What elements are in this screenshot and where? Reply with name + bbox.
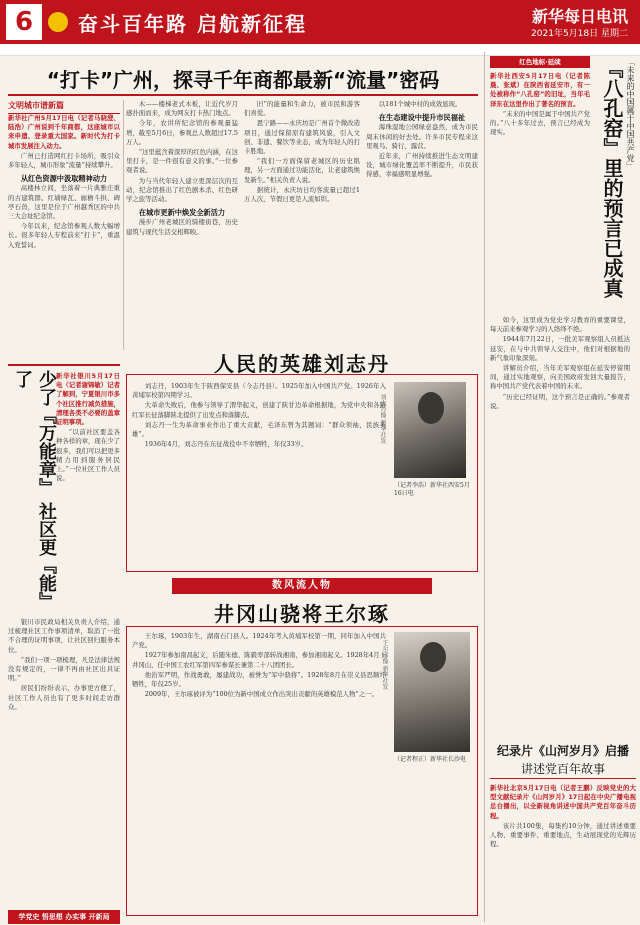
paragraph: 如今，这里成为党史学习教育的重要课堂，每天前来参观学习的人络绎不绝。 bbox=[490, 316, 630, 334]
paragraph: 1927年参加南昌起义，后随朱德、陈毅率部转战湘南，参加湘南起义。1928年4月上井冈山，任中国工农红军第四军参谋长兼第二十八团团长。 bbox=[132, 651, 386, 669]
paragraph: 1936年4月，刘志丹在东征战役中不幸牺牲，年仅33岁。 bbox=[144, 440, 308, 449]
paragraph: “我们一方面保留老城区的历史肌理，另一方面通过功能活化，让老建筑焕发新生。”相关负责人说。 bbox=[244, 157, 360, 184]
main-column-4 bbox=[366, 100, 478, 342]
byline: 新华社银川5月17日电（记者谢锦敏）记者了解到，宁夏银川市多个社区推行减负措施，清理各类不必要的盖章证明事项。 bbox=[56, 372, 120, 427]
section-banner: 数风流人物 bbox=[172, 578, 432, 594]
main-headline: “打卡”广州，探寻千年商都最新“流量”密码 bbox=[46, 68, 440, 92]
paragraph: 漫步广州老城区的骑楼街巷，历史建筑与现代生活交相辉映。 bbox=[126, 218, 238, 236]
headline-rule bbox=[8, 94, 478, 96]
paragraph: 2009年，王尔琢被评为“100位为新中国成立作出突出贡献的英雄模范人物”之一。 bbox=[144, 690, 378, 699]
paragraph: 王尔琢，1903年生，湖南石门县人。1924年考入黄埔军校第一期，同年加入中国共产党。 bbox=[132, 632, 386, 650]
main-column-3 bbox=[244, 100, 360, 342]
theme-title: 奋斗百年路 启航新征程 bbox=[78, 12, 307, 36]
paragraph: 高楼林立间，坐落着一片典雅庄重的古建筑群。红墙绿瓦、廊檐斗拱、碑亭石兽，这里是位于广州越秀区的中共三大会址纪念馆。 bbox=[8, 184, 120, 221]
paragraph: 今年以来，纪念馆参观人数大幅增长。很多年轻人专程前来“打卡”，重温入党誓词。 bbox=[8, 222, 120, 249]
right-bottom-headline: 纪录片《山河岁月》启播 bbox=[496, 744, 629, 758]
right-text-b bbox=[490, 316, 630, 736]
paragraph: 近年来，广州持续推进生态文明建设，城市绿化覆盖率不断提升，市民获得感、幸福感明显增强。 bbox=[366, 152, 478, 179]
paragraph: 木——楼梯老式木板，让近代岁月感扑面而来，成为网友打卡热门地点。 bbox=[126, 100, 238, 118]
feature-text bbox=[56, 372, 120, 632]
byline: 新华社北京5月17日电（记者王鹏）反映党史的大型文献纪录片《山河岁月》17日起在中央广播电视总台播出，以全新视角讲述中国共产党百年奋斗历程。 bbox=[490, 784, 636, 820]
portrait-silhouette bbox=[418, 392, 444, 424]
header-band bbox=[0, 44, 640, 56]
paragraph: 讲解员介绍，当年美军观察组在延安停留期间，通过实地观察，向美国政府发回大量报告，称中国共产党代表着中国的未来。 bbox=[490, 364, 630, 391]
subheading: 在生态建设中提升市民福祉 bbox=[378, 113, 466, 123]
hero1-text bbox=[132, 382, 386, 564]
page-header bbox=[0, 0, 640, 44]
article-caption: （记者李浩）新华社西安5月16日电 bbox=[394, 482, 470, 497]
paragraph: 1944年7月22日，一批美军观察组人员抵达延安，在与中共领导人交往中，他们对根据地的新气象印象深刻。 bbox=[490, 335, 630, 362]
main-column-2 bbox=[126, 100, 238, 342]
headline-rule bbox=[490, 778, 636, 779]
paragraph: “历史已经证明，这个预言是正确的。”参观者说。 bbox=[490, 392, 630, 410]
paragraph: 他治军严明，作战勇敢，屡建战功，被誉为“军中骁将”。1928年8月在崇义县思顺圩牺牲，年仅25岁。 bbox=[132, 670, 386, 689]
paragraph: 居民们纷纷表示，办事更方便了，社区工作人员也有了更多时间走访群众。 bbox=[8, 684, 120, 711]
party-emblem-icon bbox=[48, 12, 68, 32]
hero2-text bbox=[132, 632, 386, 910]
hero2-headline: 井冈山骁将王尔琢 bbox=[214, 602, 390, 626]
paragraph: 银川市民政局相关负责人介绍，通过梳理社区工作事项清单，取消了一批不合理的证明事项，让社区回归服务本位。 bbox=[8, 618, 120, 654]
paragraph: “我们一项一项梳理，凡是法律法规没有规定的，一律不再由社区出具证明。” bbox=[8, 655, 120, 683]
paragraph: 大革命失败后，他参与领导了渭华起义，创建了陕甘边革命根据地，为党中央和各路红军长征落脚陕北提供了出发点和落脚点。 bbox=[132, 401, 386, 419]
feature-text-continued bbox=[8, 618, 120, 910]
photo-credit: 刘志丹像 新华社发 bbox=[379, 394, 386, 444]
paragraph: 为与当代年轻人建立更深层次的互动，纪念馆推出了红色剧本杀、红色研学之旅等活动。 bbox=[126, 176, 238, 204]
paragraph: 据统计，永庆坊日均客流量已超过1万人次，节假日更是人流如织。 bbox=[244, 185, 360, 204]
newspaper-brand: 新华每日电讯 bbox=[531, 7, 628, 26]
right-bottom-subheadline: 讲述党百年故事 bbox=[520, 762, 605, 776]
subheading: 在城市更新中焕发全新活力 bbox=[138, 208, 226, 218]
feature-rule bbox=[8, 364, 120, 366]
article-caption: （记者程正）新华社长沙电 bbox=[394, 756, 467, 763]
paragraph: “这里蕴含着深厚的红色内涵，在这里打卡，是一件很有意义的事。”一位参观者说。 bbox=[126, 148, 238, 175]
right-text-a bbox=[490, 72, 590, 312]
paragraph: 旧”的能量和生命力，被市民和游客们喜爱。 bbox=[244, 100, 360, 118]
subheading: 从红色资源中汲取精神动力 bbox=[20, 174, 108, 184]
portrait-silhouette bbox=[420, 642, 446, 672]
paragraph: 海珠湿地公园绿意盎然，成为市民周末休闲的好去处。许多市民专程来这里观鸟、骑行、露营。 bbox=[366, 123, 478, 150]
section-label: 红色地标·延续 bbox=[490, 56, 590, 68]
headline-main: 『八孔窑』里的预言已成真 bbox=[600, 58, 624, 298]
section-label: 文明城市谱新篇 bbox=[8, 100, 120, 114]
paragraph: “未来的中国是属于中国共产党的。”八十多年过去，预言已经成为现实。 bbox=[490, 109, 590, 137]
paragraph: “以前社区要盖各种各样的章，现在少了很多，我们可以把更多精力用到服务居民上。”一位社区工作人员说。 bbox=[56, 428, 120, 483]
paragraph: 刘志丹一生为革命事业作出了重大贡献，毛泽东曾为其题词：“群众领袖，民族英雄”。 bbox=[132, 420, 386, 439]
paragraph: 该片共100集，每集约10分钟，通过讲述重要人物、重要事件、重要地点，生动展现党的光辉历程。 bbox=[490, 821, 636, 849]
paragraph: 以181个城中村的成效显现。 bbox=[378, 100, 462, 108]
byline: 新华社广州5月17日电（记者马晓澄、陆浩）广州说到千年商都，这座城市以来申遗、登录重大国家。新时代为打卡城市发展注入动力。 bbox=[8, 114, 120, 150]
column-divider bbox=[484, 52, 485, 922]
paragraph: 恩宁路——永庆坊是广州首个微改造项目，通过保留原有建筑风貌，引入文创、非遗、餐饮等业态，成为年轻人的打卡胜地。 bbox=[244, 119, 360, 156]
column-divider bbox=[123, 100, 124, 350]
hero1-headline: 人民的英雄刘志丹 bbox=[214, 352, 390, 376]
paragraph: 广州已打造网红打卡场所，吸引众多年轻人，城市形象“流量”持续攀升。 bbox=[8, 151, 120, 170]
photo-credit: 王尔琢像 新华社发 bbox=[381, 640, 388, 690]
headline-kicker: 「未来的中国属于中国共产党」 bbox=[626, 58, 635, 170]
footer-slogan: 学党史 悟思想 办实事 开新局 bbox=[8, 910, 120, 924]
right-text-c bbox=[490, 784, 636, 920]
paragraph: 今年，农讲所纪念馆的参观量猛增，截至5月6日，参观总人数超过17.5万人。 bbox=[126, 119, 238, 146]
paragraph: 刘志丹，1903年生于陕西保安县（今志丹县）。1925年加入中国共产党。1926年入黄埔军校第四期学习。 bbox=[132, 382, 386, 400]
issue-date: 2021年5月18日 星期二 bbox=[531, 29, 628, 39]
feature-headline: 少了『万能章』 社区更『能』了 bbox=[12, 370, 57, 602]
page-number: 6 bbox=[6, 4, 42, 40]
main-column-1 bbox=[8, 114, 120, 364]
byline: 新华社西安5月17日电（记者陈晨、张斌）在陕西省延安市，有一处被称作“八孔窑”的旧址，当年毛泽东在这里作出了著名的预言。 bbox=[490, 72, 590, 108]
